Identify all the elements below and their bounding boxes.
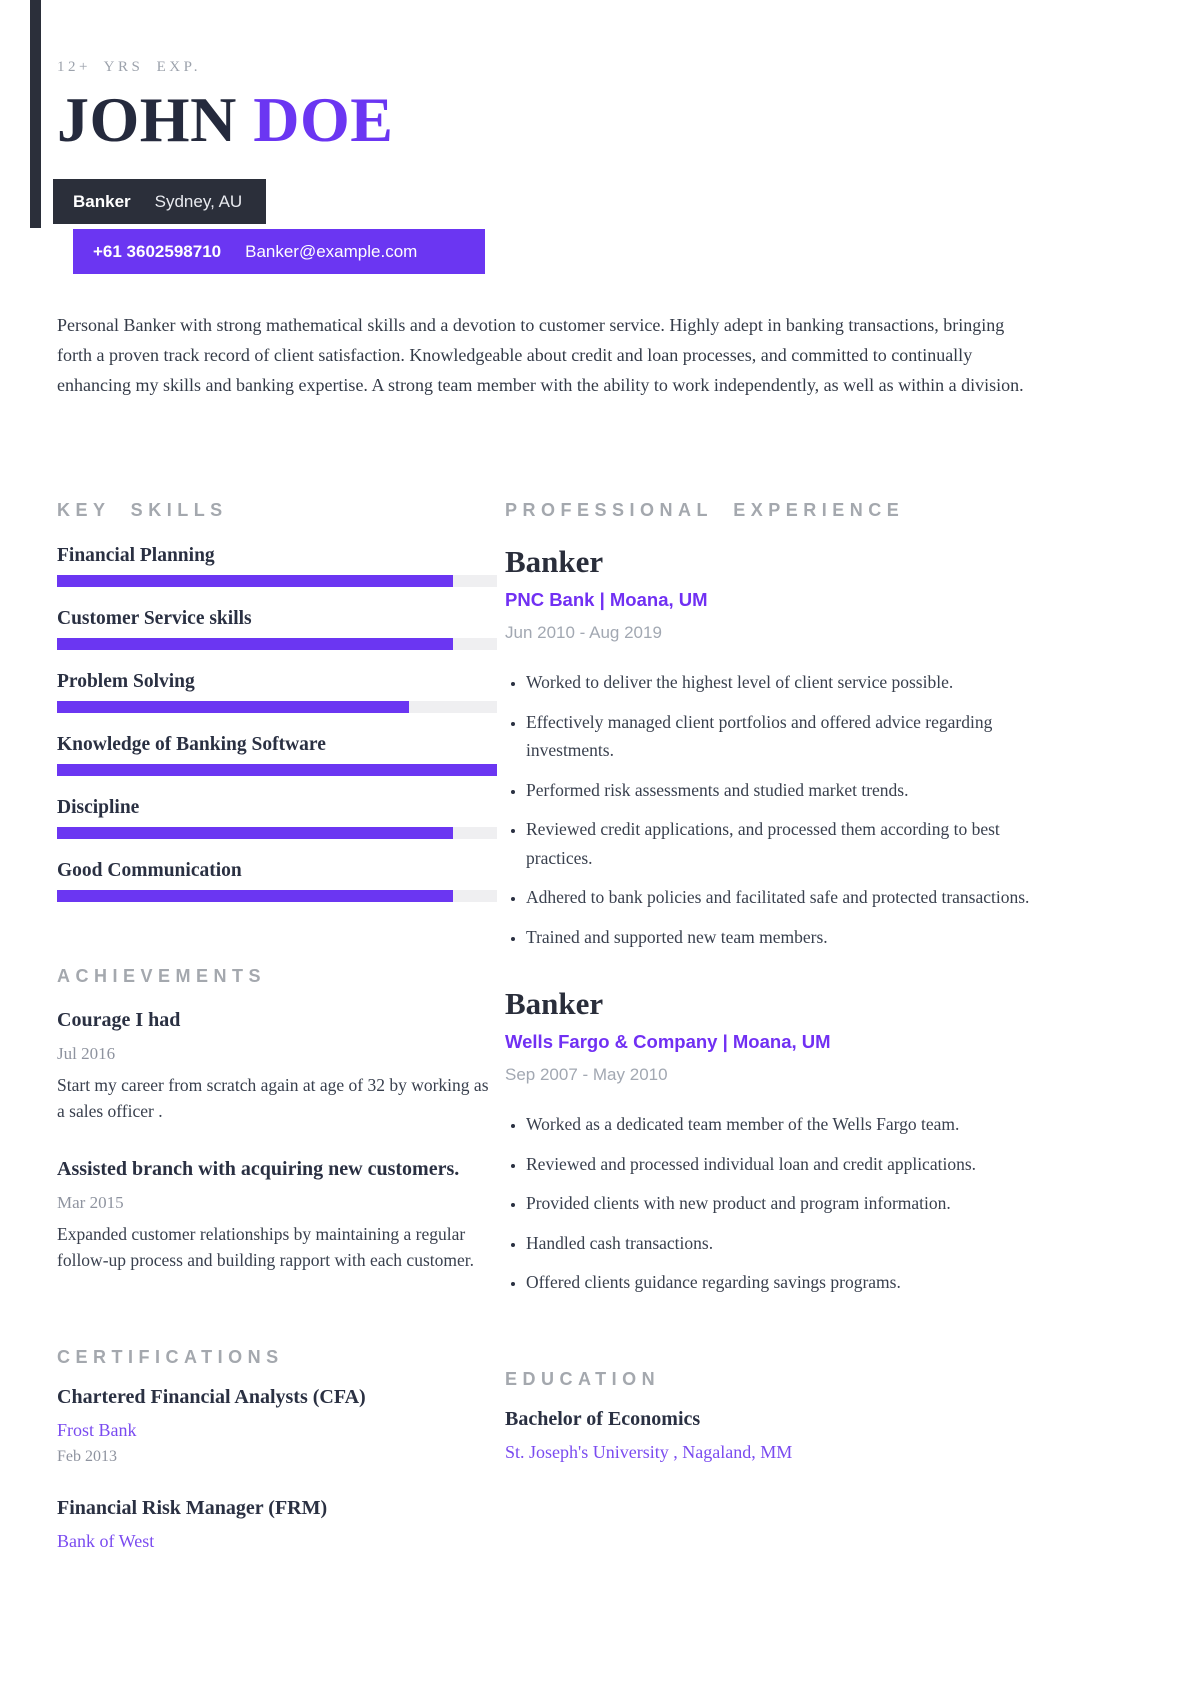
certification-issuer: Bank of West	[57, 1531, 155, 1551]
certifications-heading: CERTIFICATIONS	[57, 1347, 284, 1367]
skill-bar-fill	[57, 890, 453, 902]
experience-jobs	[505, 542, 1137, 1297]
skill-item	[57, 607, 497, 650]
experience-heading: PROFESSIONAL EXPERIENCE	[505, 500, 905, 520]
achievement-item	[57, 1150, 497, 1273]
certification-item	[57, 1493, 497, 1553]
job-dates: Sep 2007 - May 2010	[505, 1065, 668, 1084]
certification-issuer: Frost Bank	[57, 1420, 137, 1440]
job-bullet: • Performed risk assessments and studied market trends.	[526, 776, 1031, 805]
key-skills-heading: KEY SKILLS	[57, 500, 228, 520]
skill-item	[57, 859, 497, 902]
accent-stripe	[30, 0, 41, 228]
education-school: St. Joseph's University , Nagaland, MM	[505, 1441, 793, 1462]
skill-name: Knowledge of Banking Software	[57, 734, 326, 755]
certification-date: Feb 2013	[57, 1448, 117, 1465]
first-name: JOHN	[57, 84, 237, 155]
skill-name: Good Communication	[57, 860, 242, 881]
certifications-list	[57, 1382, 497, 1553]
skill-name: Problem Solving	[57, 671, 195, 692]
job-bullet: • Adhered to bank policies and facilitated safe and protected transactions.	[526, 883, 1031, 912]
summary-paragraph: Personal Banker with strong mathematical skills and a devotion to customer service. Highly adept in banking transactions, bringing forth a proven track record of client satisfaction. Knowledgeable about credit and loan processes, and committed to continually enhancing my skills and banking expertise. A strong team member with the ability to work independently, as well as within a division.	[57, 315, 1024, 395]
certification-item	[57, 1382, 497, 1467]
job-bullet: • Reviewed credit applications, and processed them according to best practices.	[526, 815, 1031, 872]
header	[57, 58, 1137, 400]
achievement-description: Expanded customer relationships by maintaining a regular follow-up process and building rapport with each customer.	[57, 1224, 474, 1270]
achievement-item	[57, 1001, 497, 1124]
achievement-description: Start my career from scratch again at age of 32 by working as a sales officer .	[57, 1075, 489, 1121]
skill-item	[57, 733, 497, 776]
experience-label: 12+ YRS EXP.	[57, 59, 202, 75]
skill-item	[57, 670, 497, 713]
email-address: Banker@example.com	[245, 241, 418, 261]
skill-name: Discipline	[57, 797, 140, 818]
role-badge-title: Banker	[73, 191, 131, 211]
achievement-date: Jul 2016	[57, 1044, 116, 1063]
achievement-title: Assisted branch with acquiring new customers.	[57, 1158, 460, 1180]
job-bullets	[505, 1110, 1031, 1297]
skill-bar-fill	[57, 701, 409, 713]
skill-bar-track	[57, 638, 497, 650]
right-column	[505, 500, 1137, 1464]
job-bullet: • Reviewed and processed individual loan and credit applications.	[526, 1150, 1031, 1179]
skill-bar-track	[57, 701, 497, 713]
job-company: Wells Fargo & Company | Moana, UM	[505, 1031, 831, 1052]
contact-badge	[73, 229, 485, 274]
job-bullet: • Offered clients guidance regarding savings programs.	[526, 1268, 1031, 1297]
role-badge	[53, 179, 266, 224]
skill-bar-track	[57, 827, 497, 839]
achievement-date: Mar 2015	[57, 1193, 124, 1212]
skill-bar-track	[57, 764, 497, 776]
skill-bar-track	[57, 575, 497, 587]
left-column	[57, 500, 497, 1553]
achievements-heading: ACHIEVEMENTS	[57, 966, 267, 986]
job-bullet: • Trained and supported new team members.	[526, 923, 1031, 952]
skill-item	[57, 796, 497, 839]
job-company: PNC Bank | Moana, UM	[505, 589, 708, 610]
job-dates: Jun 2010 - Aug 2019	[505, 623, 662, 642]
experience-job	[505, 984, 1137, 1297]
achievements-list	[57, 1001, 497, 1273]
phone-number: +61 3602598710	[93, 241, 222, 261]
key-skills-list	[57, 544, 497, 902]
skill-bar-fill	[57, 764, 497, 776]
job-role: Banker	[505, 986, 604, 1021]
job-bullets	[505, 668, 1031, 951]
page-title	[57, 84, 1137, 155]
skill-name: Customer Service skills	[57, 608, 252, 629]
role-badge-location: Sydney, AU	[154, 191, 243, 211]
last-name: DOE	[253, 84, 394, 155]
education-entry	[505, 1404, 1137, 1464]
skill-bar-fill	[57, 638, 453, 650]
job-role: Banker	[505, 544, 604, 579]
job-bullet: • Provided clients with new product and program information.	[526, 1189, 1031, 1218]
experience-job	[505, 542, 1137, 951]
job-bullet: • Worked as a dedicated team member of the Wells Fargo team.	[526, 1110, 1031, 1139]
job-bullet: • Effectively managed client portfolios and offered advice regarding investments.	[526, 708, 1031, 765]
certification-title: Financial Risk Manager (FRM)	[57, 1497, 328, 1519]
job-bullet: • Handled cash transactions.	[526, 1229, 1031, 1258]
skill-bar-track	[57, 890, 497, 902]
skill-name: Financial Planning	[57, 545, 215, 566]
education-heading: EDUCATION	[505, 1368, 661, 1389]
education-degree: Bachelor of Economics	[505, 1407, 701, 1430]
job-bullet: • Worked to deliver the highest level of client service possible.	[526, 668, 1031, 697]
skill-bar-fill	[57, 575, 453, 587]
achievement-title: Courage I had	[57, 1009, 181, 1031]
skill-item	[57, 544, 497, 587]
skill-bar-fill	[57, 827, 453, 839]
certification-title: Chartered Financial Analysts (CFA)	[57, 1386, 366, 1408]
